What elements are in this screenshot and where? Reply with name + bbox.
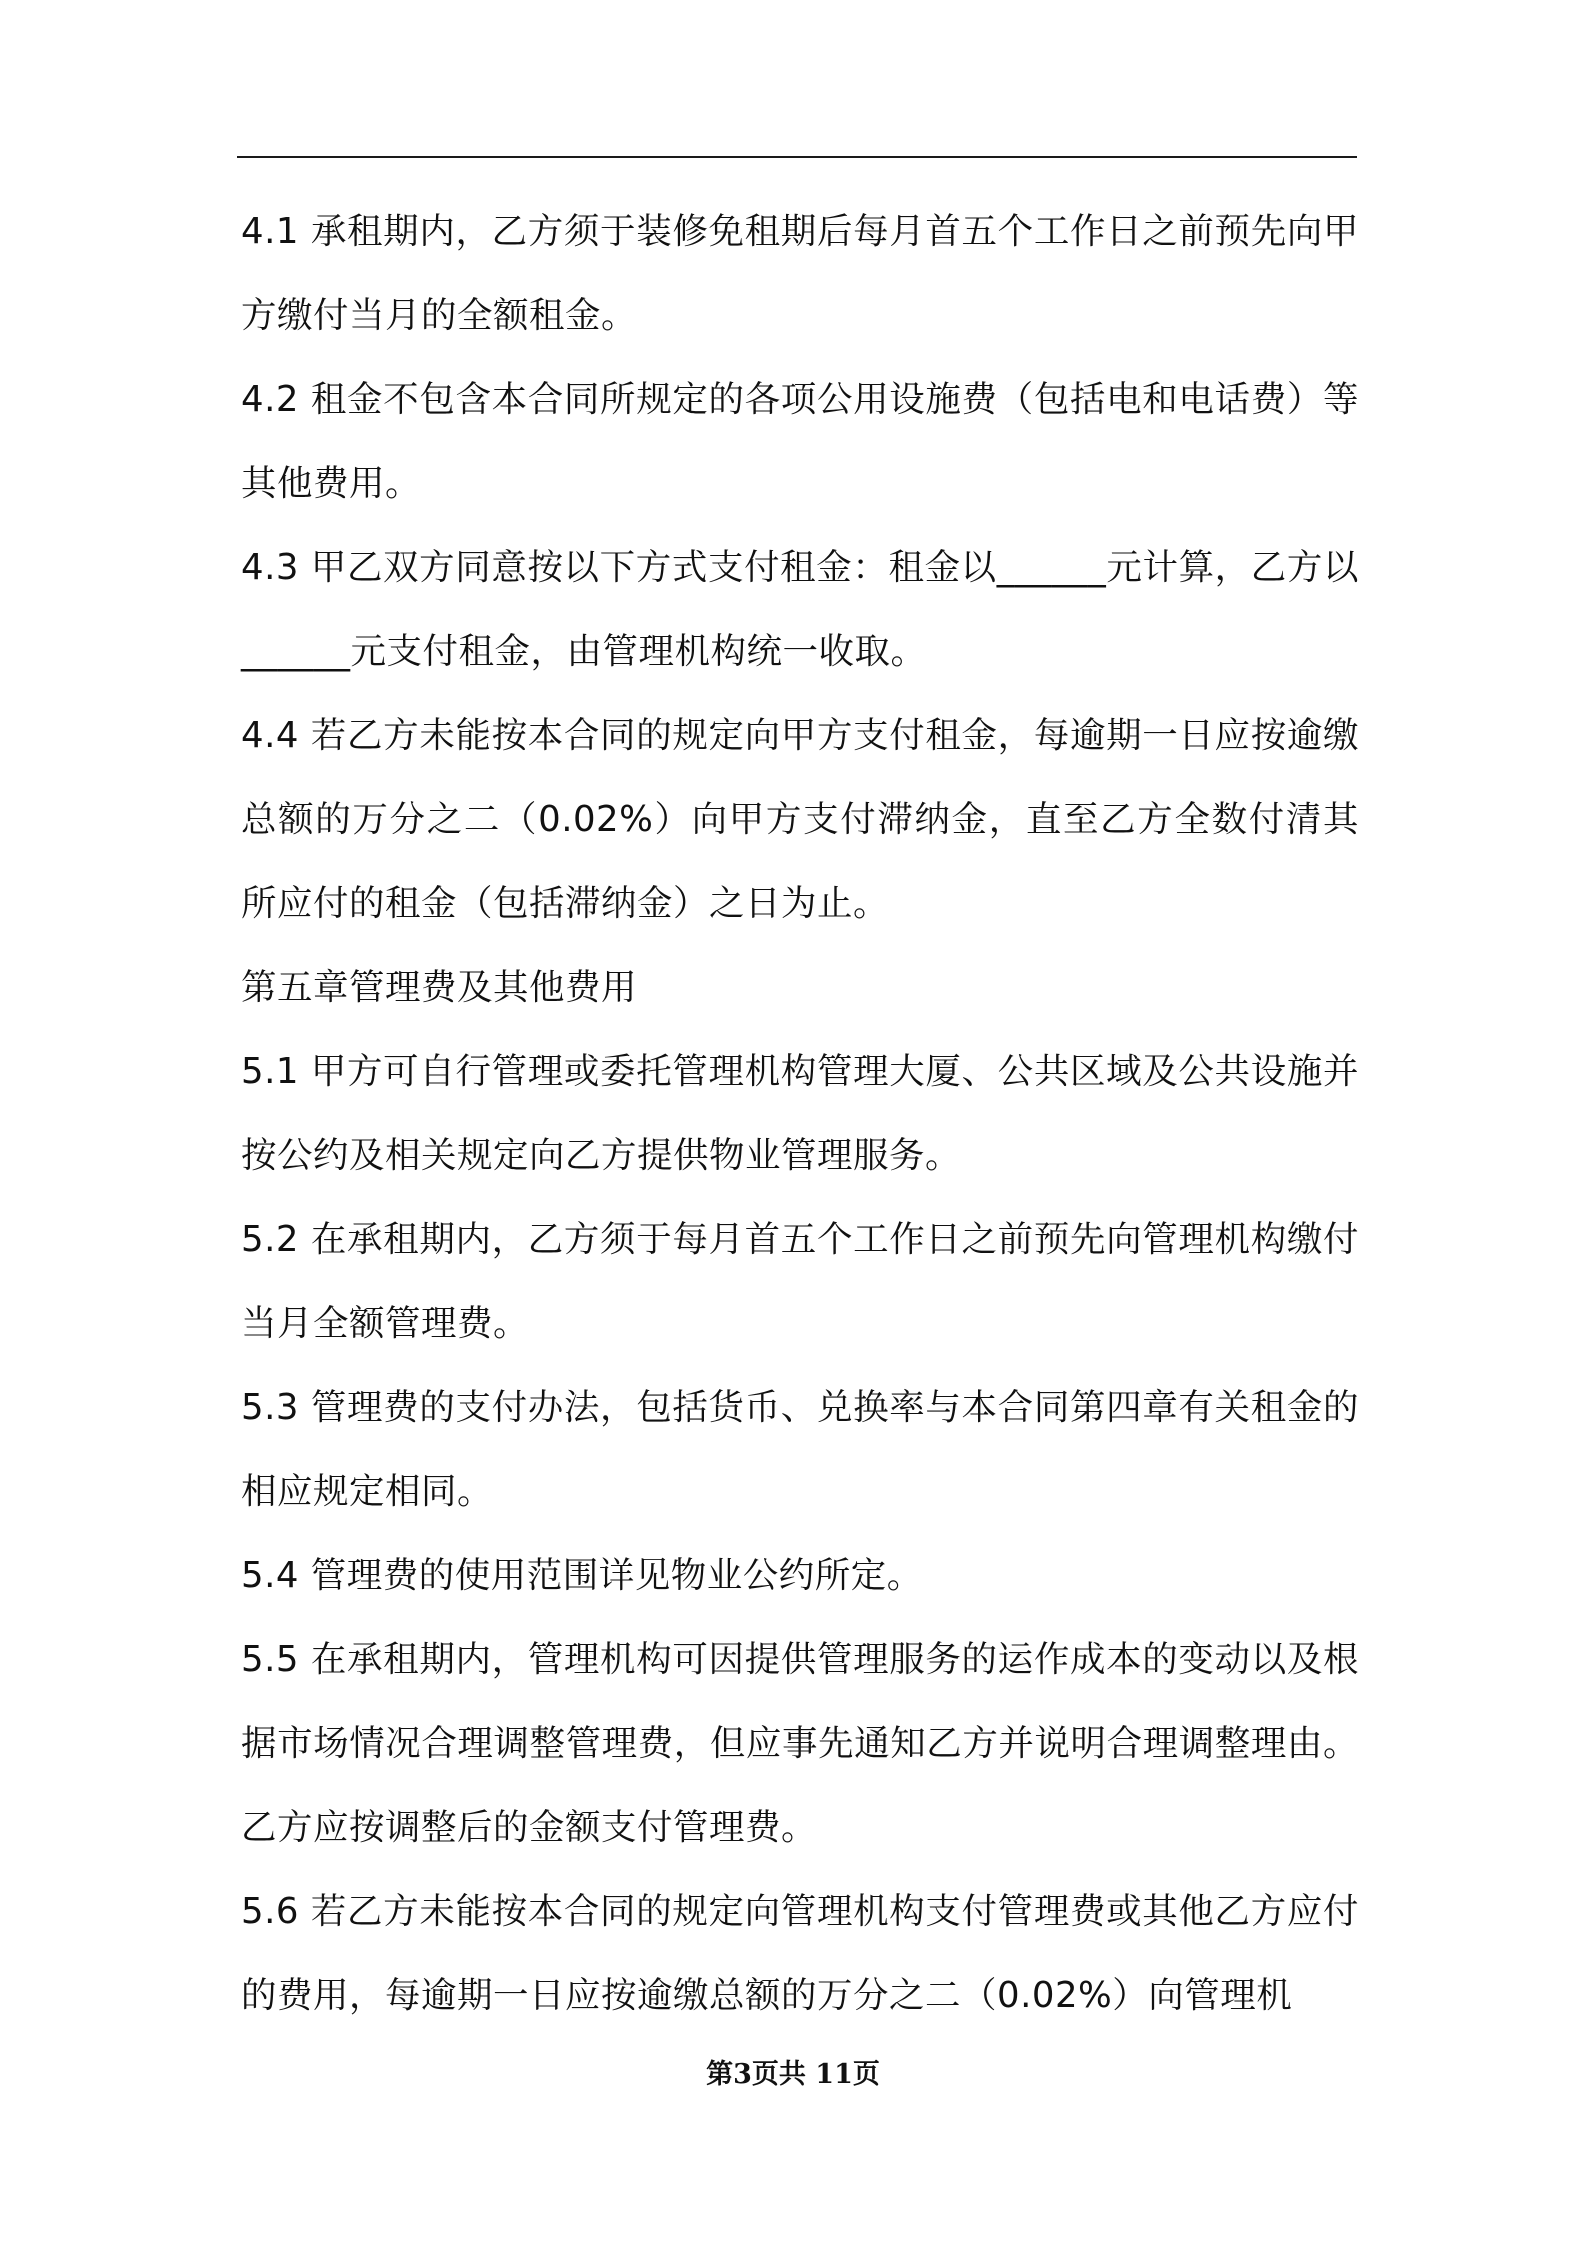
- clause-5-5: 5.5 在承租期内，管理机构可因提供管理服务的运作成本的变动以及根据市场情况合理调整管理费，但应事先通知乙方并说明合理调整理由。乙方应按调整后的金额支付管理费。: [241, 1639, 1359, 1848]
- header-rule: [237, 156, 1357, 158]
- clause-5-6: 5.6 若乙方未能按本合同的规定向管理机构支付管理费或其他乙方应付的费用，每逾期一日应按逾缴总额的万分之二（0.02%）向管理机: [241, 1891, 1359, 2016]
- chapter-5-heading: 第五章管理费及其他费用: [241, 967, 638, 1008]
- page-number: 第3页共 11页: [706, 2059, 880, 2090]
- clause-5-4: 5.4 管理费的使用范围详见物业公约所定。: [241, 1555, 923, 1596]
- clause-4-1: 4.1 承租期内，乙方须于装修免租期后每月首五个工作日之前预先向甲方缴付当月的全额租金。: [241, 211, 1359, 336]
- clause-5-3: 5.3 管理费的支付办法，包括货币、兑换率与本合同第四章有关租金的相应规定相同。: [241, 1387, 1359, 1512]
- clause-5-2: 5.2 在承租期内，乙方须于每月首五个工作日之前预先向管理机构缴付当月全额管理费。: [241, 1219, 1359, 1344]
- clause-4-4: 4.4 若乙方未能按本合同的规定向甲方支付租金，每逾期一日应按逾缴总额的万分之二（0.02%）向甲方支付滞纳金，直至乙方全数付清其所应付的租金（包括滞纳金）之日为止。: [241, 715, 1359, 924]
- clause-5-1: 5.1 甲方可自行管理或委托管理机构管理大厦、公共区域及公共设施并按公约及相关规定向乙方提供物业管理服务。: [241, 1051, 1359, 1176]
- clause-4-2: 4.2 租金不包含本合同所规定的各项公用设施费（包括电和电话费）等其他费用。: [241, 379, 1359, 504]
- document-body: [241, 190, 1359, 2038]
- clause-4-3: 4.3 甲乙双方同意按以下方式支付租金：租金以______元计算，乙方以______元支付租金，由管理机构统一收取。: [241, 547, 1359, 672]
